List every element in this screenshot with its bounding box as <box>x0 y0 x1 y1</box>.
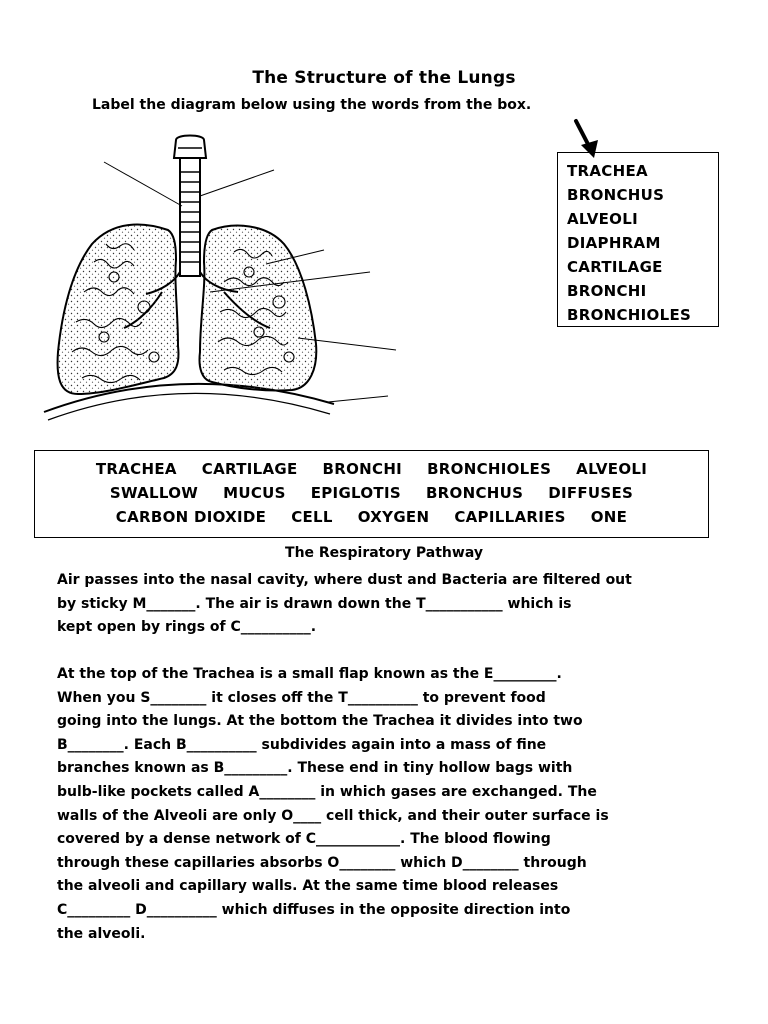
word-bank-item: BRONCHUS <box>425 484 524 502</box>
word-bronchioles: BRONCHIOLES <box>567 306 692 324</box>
passage-line: kept open by rings of C__________. <box>57 619 317 636</box>
passage-line: the alveoli. <box>57 925 146 942</box>
paragraph-one <box>57 569 747 640</box>
word-bank-item: CAPILLARIES <box>454 508 566 526</box>
passage-line: the alveoli and capillary walls. At the same time blood releases <box>57 878 559 895</box>
left-lung-shape <box>58 225 179 394</box>
lungs-diagram <box>34 132 404 422</box>
paragraph-two <box>57 663 747 946</box>
word-diaphram: DIAPHRAM <box>567 234 661 252</box>
passage-line: walls of the Alveoli are only O____ cell thick, and their outer surface is <box>57 807 609 824</box>
passage-line: through these capillaries absorbs O________ which D________ through <box>57 854 587 871</box>
word-trachea: TRACHEA <box>567 162 648 180</box>
word-bronchus: BRONCHUS <box>567 186 665 204</box>
passage-line: B________. Each B__________ subdivides again into a mass of fine <box>57 736 547 753</box>
right-lung-shape <box>200 226 317 391</box>
word-bank-item: DIFFUSES <box>548 484 634 502</box>
passage-line: going into the lungs. At the bottom the Trachea it divides into two <box>57 713 583 730</box>
passage-line: At the top of the Trachea is a small flap known as the E_________. <box>57 666 562 682</box>
word-bank-item: CARBON DIOXIDE <box>115 508 267 526</box>
word-bank-row <box>35 457 708 481</box>
word-bank-item: OXYGEN <box>357 508 430 526</box>
word-bank-item: MUCUS <box>223 484 286 502</box>
word-bank-row <box>35 505 708 529</box>
word-bank-item: ALVEOLI <box>576 460 648 478</box>
diagram-word-box <box>557 152 719 327</box>
word-bank-item: EPIGLOTIS <box>310 484 401 502</box>
passage-line: Air passes into the nasal cavity, where dust and Bacteria are filtered out <box>57 572 632 588</box>
passage-line: branches known as B_________. These end in tiny hollow bags with <box>57 760 573 777</box>
passage-line: When you S________ it closes off the T__________ to prevent food <box>57 689 546 706</box>
word-bank-item: CARTILAGE <box>201 460 298 478</box>
word-bank-item: TRACHEA <box>95 460 177 478</box>
word-bank-item: SWALLOW <box>109 484 199 502</box>
passage-line: covered by a dense network of C____________. The blood flowing <box>57 831 551 848</box>
word-bank-item: ONE <box>590 508 628 526</box>
word-bank-row <box>35 481 708 505</box>
trachea-shape <box>180 158 200 276</box>
word-bank-box <box>34 450 709 538</box>
word-bank-item: CELL <box>291 508 333 526</box>
section-heading: The Respiratory Pathway <box>285 545 483 561</box>
instruction-text: Label the diagram below using the words from the box. <box>92 97 532 113</box>
word-alveoli: ALVEOLI <box>567 210 638 228</box>
word-bronchi: BRONCHI <box>567 282 647 300</box>
passage-line: bulb-like pockets called A________ in which gases are exchanged. The <box>57 783 597 800</box>
word-bank-item: BRONCHI <box>322 460 403 478</box>
word-bank-item: BRONCHIOLES <box>427 460 552 478</box>
passage-line: by sticky M_______. The air is drawn down the T___________ which is <box>57 595 572 612</box>
worksheet-title: The Structure of the Lungs <box>252 68 516 88</box>
passage-line: C_________ D__________ which diffuses in the opposite direction into <box>57 901 571 918</box>
word-cartilage: CARTILAGE <box>567 258 663 276</box>
